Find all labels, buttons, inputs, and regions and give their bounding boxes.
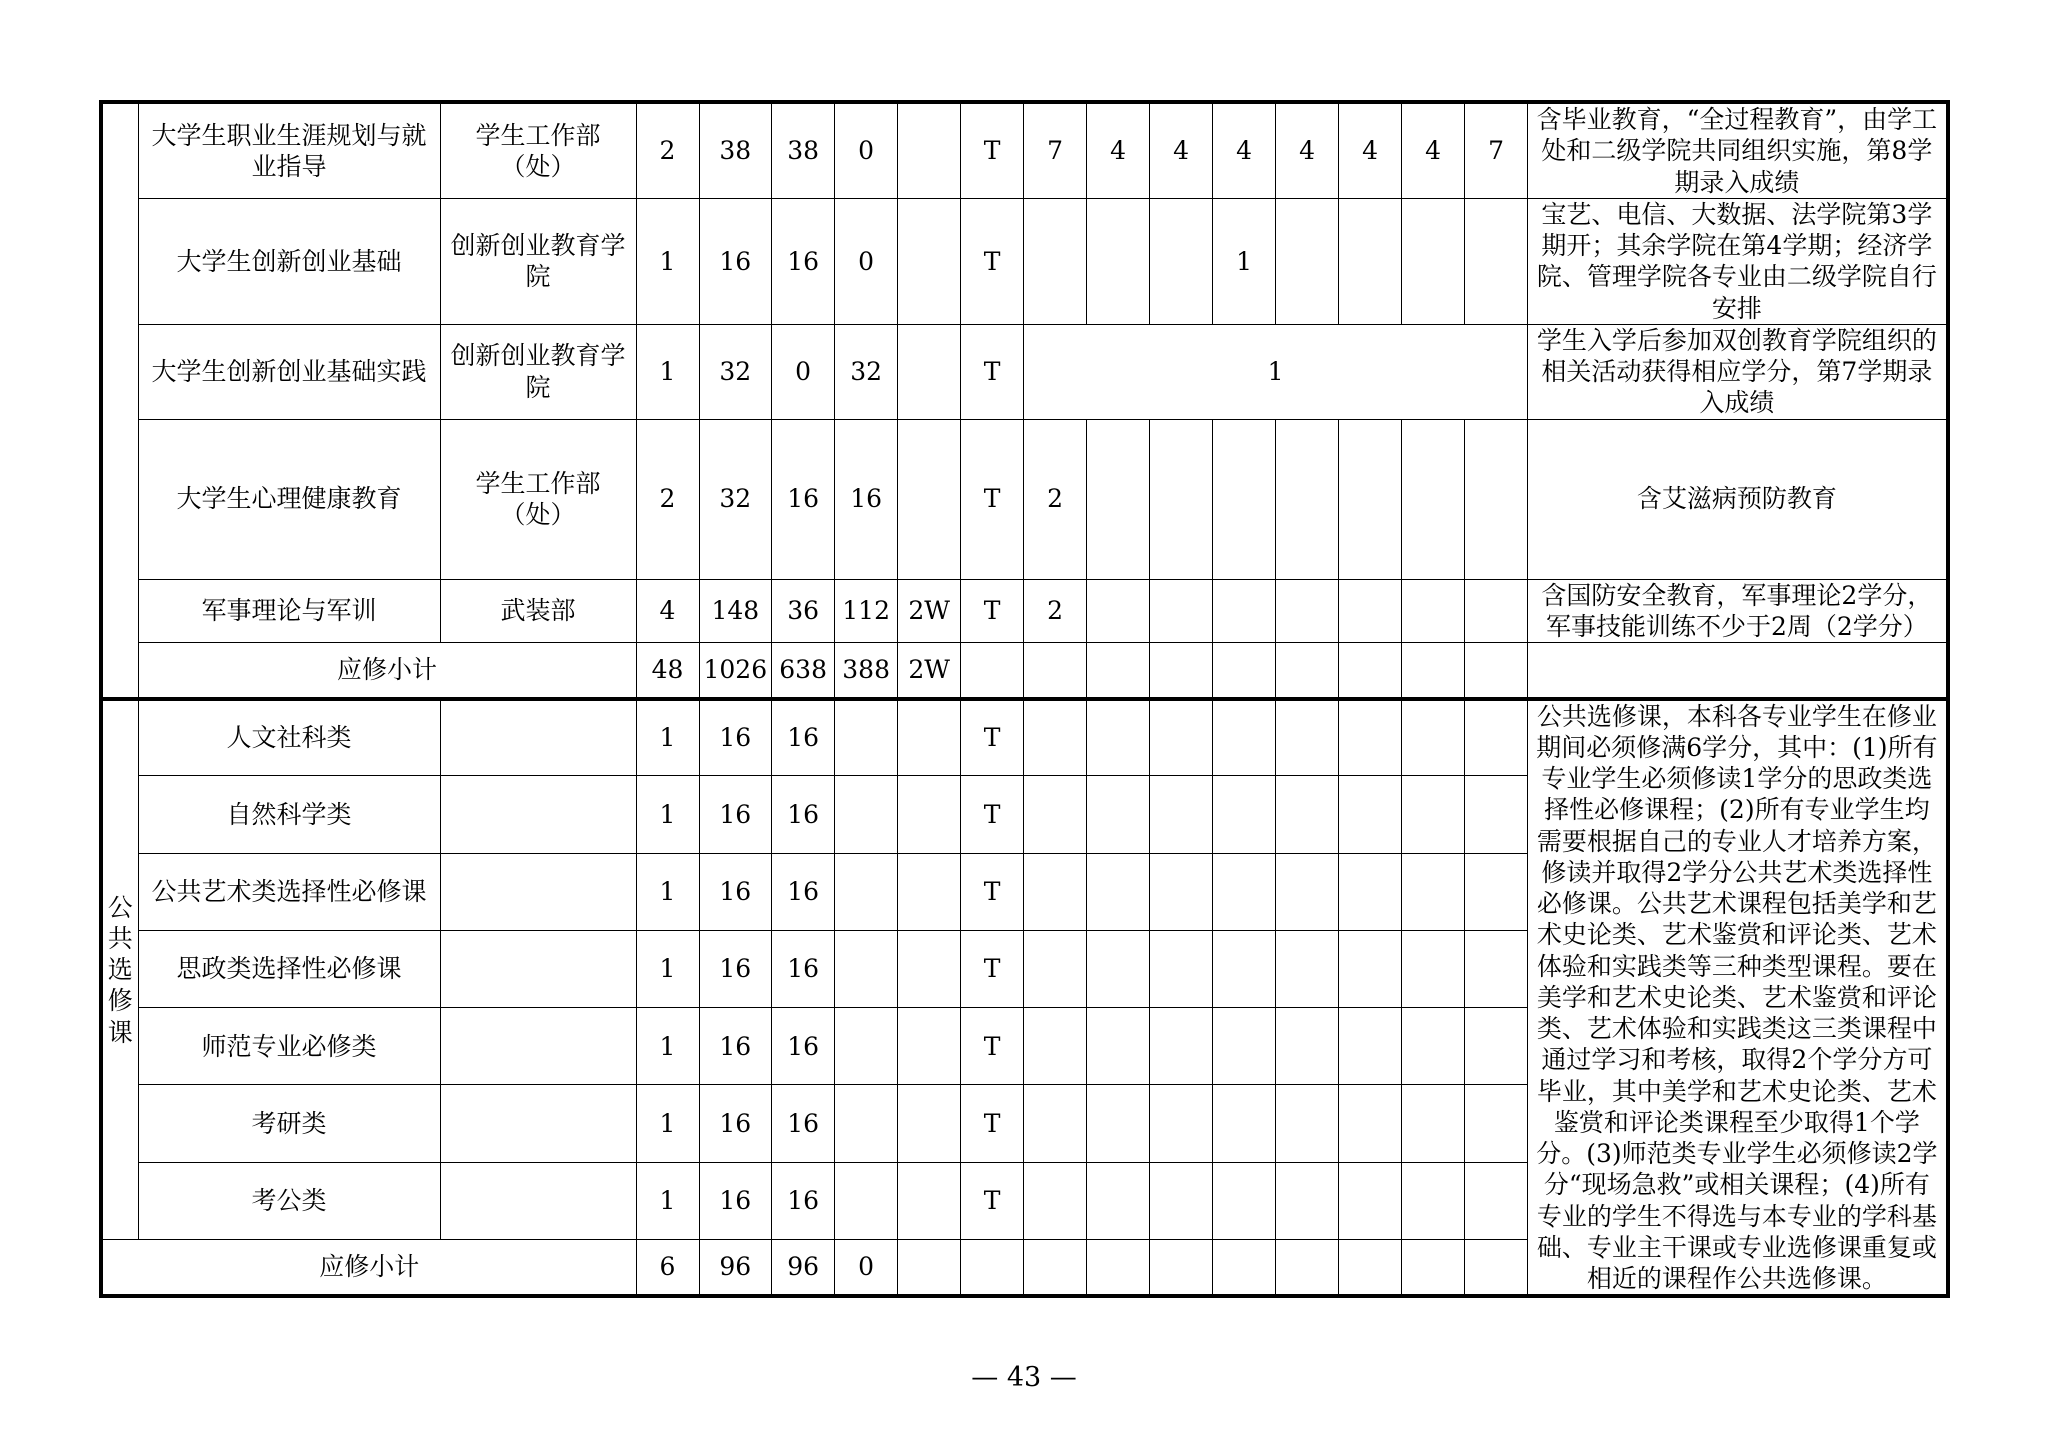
- course-name: 自然科学类: [138, 776, 440, 853]
- total-hours: 148: [699, 579, 772, 643]
- semester-2: [1087, 643, 1150, 699]
- total-hours: 16: [699, 930, 772, 1007]
- total-hours: 16: [699, 1008, 772, 1085]
- semester-8: [1465, 1239, 1528, 1296]
- total-hours: 16: [699, 198, 772, 324]
- practice-hours: 32: [835, 324, 898, 419]
- course-name: 大学生创新创业基础: [138, 198, 440, 324]
- remark: [1528, 643, 1948, 699]
- assessment: T: [961, 324, 1024, 419]
- semester-2: [1087, 579, 1150, 643]
- practice-hours: [835, 853, 898, 930]
- credits: 1: [636, 699, 699, 776]
- practice-hours: [835, 776, 898, 853]
- subtotal-practice: 0: [835, 1239, 898, 1296]
- remark: 学生入学后参加双创教育学院组织的相关活动获得相应学分，第7学期录入成绩: [1528, 324, 1948, 419]
- subtotal-label: 应修小计: [101, 1239, 636, 1296]
- semester-5: [1276, 776, 1339, 853]
- credits: 1: [636, 776, 699, 853]
- semester-4: [1213, 776, 1276, 853]
- theory-hours: 16: [772, 1085, 835, 1162]
- semester-2: [1087, 1008, 1150, 1085]
- semester-3: [1150, 930, 1213, 1007]
- semester-4: [1213, 699, 1276, 776]
- curriculum-table: [99, 100, 1950, 1298]
- weeks: [898, 853, 961, 930]
- weeks: [898, 419, 961, 579]
- weeks: [898, 198, 961, 324]
- department: 创新创业教育学院: [440, 324, 636, 419]
- semester-3: [1150, 419, 1213, 579]
- semester-5: [1276, 1239, 1339, 1296]
- semester-5: [1276, 1162, 1339, 1239]
- semester-8: [1465, 1162, 1528, 1239]
- assessment: T: [961, 699, 1024, 776]
- theory-hours: 36: [772, 579, 835, 643]
- credits: 1: [636, 198, 699, 324]
- course-name: 思政类选择性必修课: [138, 930, 440, 1007]
- semester-6: [1339, 776, 1402, 853]
- assessment: T: [961, 579, 1024, 643]
- group-label-char: 公: [107, 892, 133, 922]
- practice-hours: [835, 930, 898, 1007]
- department: 武装部: [440, 579, 636, 643]
- subtotal-hours: 1026: [699, 643, 772, 699]
- semester-7: [1402, 853, 1465, 930]
- subtotal-practice: 388: [835, 643, 898, 699]
- subtotal-row: [101, 643, 1948, 699]
- semester-4: [1213, 1085, 1276, 1162]
- subtotal-theory: 638: [772, 643, 835, 699]
- theory-hours: 16: [772, 1008, 835, 1085]
- credits: 2: [636, 102, 699, 198]
- theory-hours: 38: [772, 102, 835, 198]
- practice-hours: [835, 1162, 898, 1239]
- theory-hours: 16: [772, 930, 835, 1007]
- semester-3: [1150, 1085, 1213, 1162]
- semester-8: [1465, 579, 1528, 643]
- total-hours: 38: [699, 102, 772, 198]
- semester-1: [1024, 1239, 1087, 1296]
- semester-2: 4: [1087, 102, 1150, 198]
- semester-3: [1150, 1239, 1213, 1296]
- theory-hours: 16: [772, 1162, 835, 1239]
- table-row: [101, 324, 1948, 419]
- semester-8: [1465, 419, 1528, 579]
- semester-8: [1465, 853, 1528, 930]
- semester-7: [1402, 1008, 1465, 1085]
- semester-8: [1465, 699, 1528, 776]
- theory-hours: 16: [772, 419, 835, 579]
- semester-6: [1339, 1239, 1402, 1296]
- subtotal-credits: 48: [636, 643, 699, 699]
- semester-6: [1339, 643, 1402, 699]
- subtotal-weeks: 2W: [898, 643, 961, 699]
- total-hours: 32: [699, 324, 772, 419]
- semester-2: [1087, 853, 1150, 930]
- semester-4: [1213, 1162, 1276, 1239]
- practice-hours: [835, 699, 898, 776]
- department: [440, 930, 636, 1007]
- semester-4: 1: [1213, 198, 1276, 324]
- department: [440, 1162, 636, 1239]
- subtotal-hours: 96: [699, 1239, 772, 1296]
- course-name: 师范专业必修类: [138, 1008, 440, 1085]
- semester-merged: 1: [1024, 324, 1528, 419]
- semester-2: [1087, 699, 1150, 776]
- semester-6: [1339, 1085, 1402, 1162]
- total-hours: 32: [699, 419, 772, 579]
- credits: 1: [636, 324, 699, 419]
- semester-5: [1276, 1008, 1339, 1085]
- practice-hours: 0: [835, 198, 898, 324]
- semester-1: [1024, 1085, 1087, 1162]
- semester-6: [1339, 579, 1402, 643]
- group-label-char: 课: [107, 1017, 133, 1047]
- total-hours: 16: [699, 1162, 772, 1239]
- page-number: — 43 —: [971, 1362, 1077, 1393]
- weeks: [898, 699, 961, 776]
- table-row: [101, 699, 1948, 776]
- semester-6: [1339, 419, 1402, 579]
- semester-1: 7: [1024, 102, 1087, 198]
- semester-4: [1213, 1239, 1276, 1296]
- public-elective-remark: 公共选修课，本科各专业学生在修业期间必须修满6学分，其中：(1)所有专业学生必须修读1学分的思政类选择性必修课程；(2)所有专业学生均需要根据自己的专业人才培养方案，修读并取得2学分公共艺术类选择性必修课。公共艺术课程包括美学和艺术史论类、艺术鉴赏和评论类、艺术体验和实践类等三种类型课程。要在美学和艺术史论类、艺术鉴赏和评论类、艺术体验和实践类这三类课程中通过学习和考核，取得2个学分方可毕业，其中美学和艺术史论类、艺术鉴赏和评论类课程至少取得1个学分。(3)师范类专业学生必须修读2学分“现场急救”或相关课程；(4)所有专业的学生不得选与本专业的学科基础、专业主干课或专业选修课重复或相近的课程作公共选修课。: [1528, 699, 1948, 1297]
- semester-1: [1024, 699, 1087, 776]
- semester-1: [1024, 198, 1087, 324]
- semester-3: [1150, 643, 1213, 699]
- semester-2: [1087, 776, 1150, 853]
- semester-2: [1087, 1162, 1150, 1239]
- semester-5: [1276, 699, 1339, 776]
- semester-7: [1402, 1085, 1465, 1162]
- table-row: [101, 198, 1948, 324]
- semester-6: [1339, 930, 1402, 1007]
- assessment: T: [961, 930, 1024, 1007]
- semester-2: [1087, 930, 1150, 1007]
- semester-2: [1087, 1239, 1150, 1296]
- semester-2: [1087, 1085, 1150, 1162]
- semester-8: [1465, 776, 1528, 853]
- semester-6: [1339, 198, 1402, 324]
- practice-hours: 112: [835, 579, 898, 643]
- table-row: [101, 102, 1948, 198]
- table-row: [101, 419, 1948, 579]
- semester-4: [1213, 930, 1276, 1007]
- practice-hours: [835, 1008, 898, 1085]
- course-name: 军事理论与军训: [138, 579, 440, 643]
- assessment: T: [961, 776, 1024, 853]
- semester-1: 2: [1024, 419, 1087, 579]
- theory-hours: 16: [772, 699, 835, 776]
- semester-7: [1402, 1162, 1465, 1239]
- semester-7: [1402, 776, 1465, 853]
- course-name: 大学生心理健康教育: [138, 419, 440, 579]
- semester-3: [1150, 776, 1213, 853]
- semester-3: [1150, 198, 1213, 324]
- assessment: T: [961, 853, 1024, 930]
- semester-2: [1087, 198, 1150, 324]
- department: [440, 1085, 636, 1162]
- credits: 4: [636, 579, 699, 643]
- semester-8: [1465, 930, 1528, 1007]
- credits: 1: [636, 1085, 699, 1162]
- subtotal-assessment: [961, 1239, 1024, 1296]
- course-name: 大学生职业生涯规划与就业指导: [138, 102, 440, 198]
- semester-5: [1276, 643, 1339, 699]
- weeks: [898, 1085, 961, 1162]
- curriculum-sheet: [99, 100, 1950, 1298]
- semester-5: [1276, 930, 1339, 1007]
- semester-7: [1402, 1239, 1465, 1296]
- credits: 1: [636, 930, 699, 1007]
- group-label-char: 选: [107, 955, 133, 985]
- subtotal-assessment: [961, 643, 1024, 699]
- semester-3: [1150, 1162, 1213, 1239]
- weeks: 2W: [898, 579, 961, 643]
- weeks: [898, 776, 961, 853]
- total-hours: 16: [699, 776, 772, 853]
- subtotal-label: 应修小计: [138, 643, 636, 699]
- semester-2: [1087, 419, 1150, 579]
- total-hours: 16: [699, 853, 772, 930]
- practice-hours: 0: [835, 102, 898, 198]
- semester-7: [1402, 930, 1465, 1007]
- department: 学生工作部（处）: [440, 419, 636, 579]
- course-name: 公共艺术类选择性必修课: [138, 853, 440, 930]
- remark: 含艾滋病预防教育: [1528, 419, 1948, 579]
- group-label-char: 共: [107, 923, 133, 953]
- credits: 2: [636, 419, 699, 579]
- semester-3: [1150, 699, 1213, 776]
- semester-5: [1276, 579, 1339, 643]
- assessment: T: [961, 1008, 1024, 1085]
- course-name: 考公类: [138, 1162, 440, 1239]
- total-hours: 16: [699, 699, 772, 776]
- semester-5: 4: [1276, 102, 1339, 198]
- weeks: [898, 1162, 961, 1239]
- semester-4: [1213, 579, 1276, 643]
- semester-8: [1465, 1085, 1528, 1162]
- public-elective-group-label: [101, 699, 138, 1240]
- semester-1: [1024, 776, 1087, 853]
- department: [440, 1008, 636, 1085]
- semester-4: [1213, 853, 1276, 930]
- theory-hours: 16: [772, 853, 835, 930]
- weeks: [898, 1008, 961, 1085]
- semester-7: [1402, 198, 1465, 324]
- course-name: 考研类: [138, 1085, 440, 1162]
- subtotal-theory: 96: [772, 1239, 835, 1296]
- weeks: [898, 930, 961, 1007]
- remark: 含国防安全教育，军事理论2学分，军事技能训练不少于2周（2学分）: [1528, 579, 1948, 643]
- practice-hours: [835, 1085, 898, 1162]
- credits: 1: [636, 1008, 699, 1085]
- semester-6: [1339, 699, 1402, 776]
- assessment: T: [961, 419, 1024, 579]
- theory-hours: 0: [772, 324, 835, 419]
- department: 学生工作部（处）: [440, 102, 636, 198]
- department: [440, 776, 636, 853]
- semester-4: 4: [1213, 102, 1276, 198]
- semester-7: [1402, 419, 1465, 579]
- semester-5: [1276, 1085, 1339, 1162]
- semester-8: [1465, 198, 1528, 324]
- course-name: 人文社科类: [138, 699, 440, 776]
- semester-8: 7: [1465, 102, 1528, 198]
- assessment: T: [961, 1162, 1024, 1239]
- subtotal-credits: 6: [636, 1239, 699, 1296]
- semester-3: [1150, 853, 1213, 930]
- course-name: 大学生创新创业基础实践: [138, 324, 440, 419]
- assessment: T: [961, 1085, 1024, 1162]
- weeks: [898, 102, 961, 198]
- semester-5: [1276, 853, 1339, 930]
- semester-1: 2: [1024, 579, 1087, 643]
- department: [440, 699, 636, 776]
- theory-hours: 16: [772, 776, 835, 853]
- semester-3: [1150, 579, 1213, 643]
- semester-4: [1213, 643, 1276, 699]
- credits: 1: [636, 1162, 699, 1239]
- table-row: [101, 579, 1948, 643]
- semester-7: [1402, 579, 1465, 643]
- semester-8: [1465, 1008, 1528, 1085]
- theory-hours: 16: [772, 198, 835, 324]
- semester-4: [1213, 419, 1276, 579]
- semester-7: 4: [1402, 102, 1465, 198]
- subtotal-weeks: [898, 1239, 961, 1296]
- semester-1: [1024, 643, 1087, 699]
- semester-1: [1024, 853, 1087, 930]
- semester-3: [1150, 1008, 1213, 1085]
- remark: 含毕业教育，“全过程教育”，由学工处和二级学院共同组织实施，第8学期录入成绩: [1528, 102, 1948, 198]
- assessment: T: [961, 198, 1024, 324]
- semester-1: [1024, 1162, 1087, 1239]
- semester-6: 4: [1339, 102, 1402, 198]
- remark: 宝艺、电信、大数据、法学院第3学期开；其余学院在第4学期；经济学院、管理学院各专业由二级学院自行安排: [1528, 198, 1948, 324]
- department: [440, 853, 636, 930]
- semester-5: [1276, 198, 1339, 324]
- group-label-char: 修: [107, 986, 133, 1016]
- semester-7: [1402, 699, 1465, 776]
- semester-6: [1339, 1008, 1402, 1085]
- semester-7: [1402, 643, 1465, 699]
- semester-4: [1213, 1008, 1276, 1085]
- semester-1: [1024, 930, 1087, 1007]
- semester-6: [1339, 853, 1402, 930]
- assessment: T: [961, 102, 1024, 198]
- semester-1: [1024, 1008, 1087, 1085]
- semester-3: 4: [1150, 102, 1213, 198]
- weeks: [898, 324, 961, 419]
- total-hours: 16: [699, 1085, 772, 1162]
- semester-8: [1465, 643, 1528, 699]
- department: 创新创业教育学院: [440, 198, 636, 324]
- semester-6: [1339, 1162, 1402, 1239]
- semester-5: [1276, 419, 1339, 579]
- practice-hours: 16: [835, 419, 898, 579]
- group-cell-upper: [101, 102, 138, 699]
- credits: 1: [636, 853, 699, 930]
